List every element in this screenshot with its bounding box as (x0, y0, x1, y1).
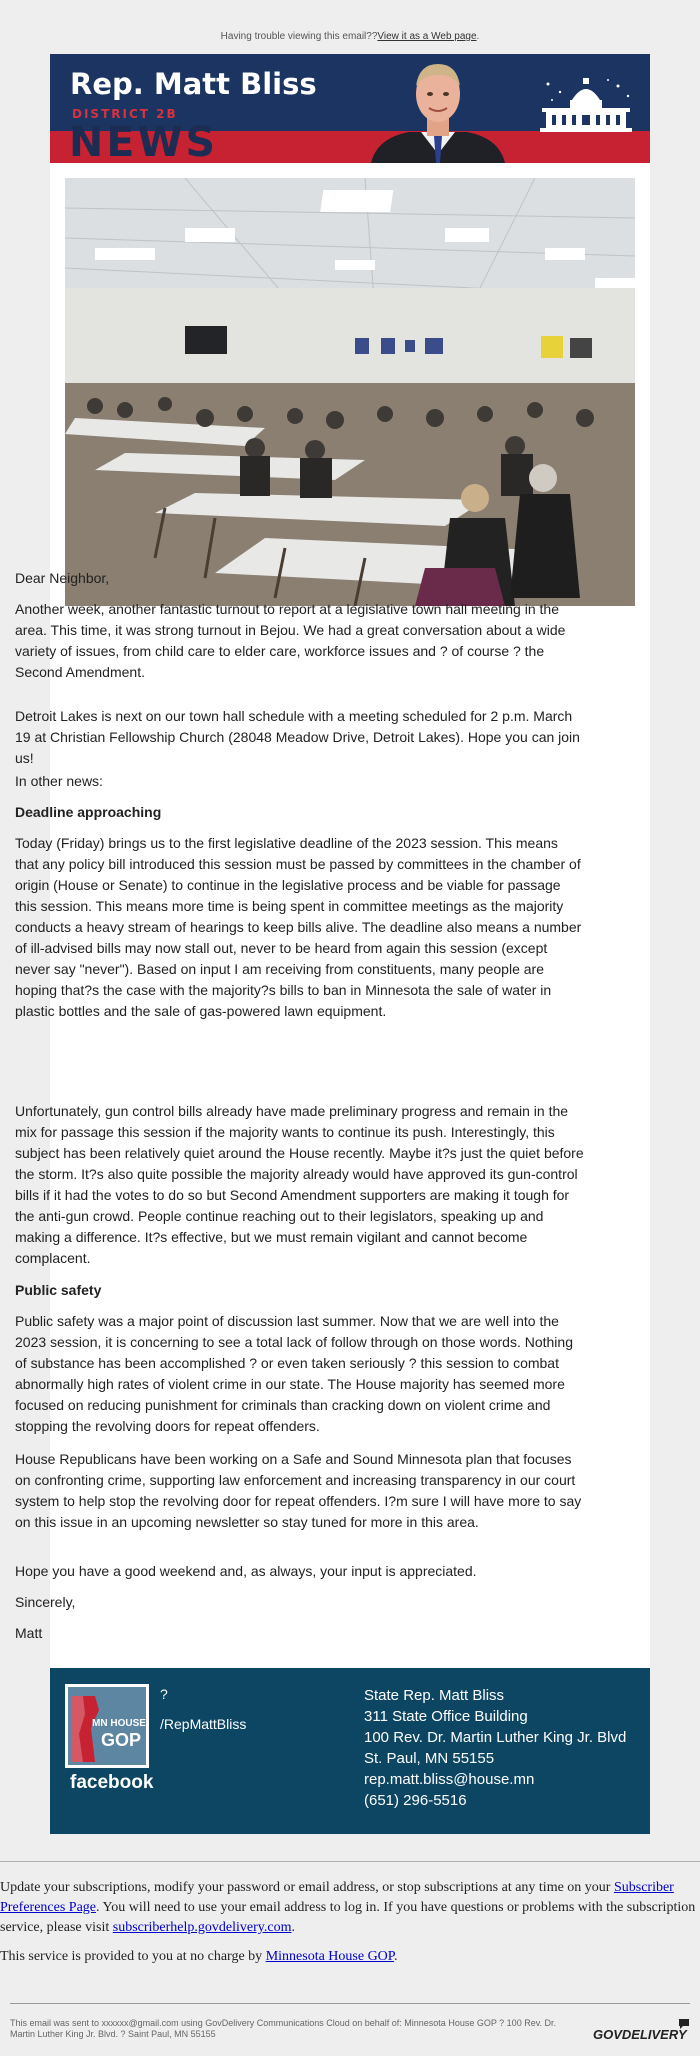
notice-text-2: . You will need to use your email address to log in. If you have questions or problems with the subscription service, please visit (0, 1900, 696, 1935)
portrait-image (363, 54, 513, 163)
provided-text: This service is provided to you at no charge by (0, 1949, 266, 1964)
facebook-wordmark[interactable]: facebook (70, 1772, 154, 1793)
provided-end: . (394, 1949, 398, 1964)
address-city: St. Paul, MN 55155 (364, 1750, 495, 1767)
greeting: Dear Neighbor, (15, 570, 110, 586)
paragraph-deadline: Today (Friday) brings us to the first legislative deadline of the 2023 session. This means that any policy bill introduced this session must be passed by committees in the chamber of origin (House or Senate) to continue in the legislative process and be viable for passage this session. This means more time is being spent in committee meetings as the majority conducts a heavy stream of hearings to keep bills alive. The deadline also means a number of ill-advised bills may now stall out, never to be heard from again this session (except never say "never"). Based on input I am receiving from constituents, many people are hoping that?s the case with the majority?s bills to ban in Minnesota the sale of water in plastic bottles and the sale of gas-powered lawn equipment. (15, 835, 582, 1019)
notice-divider (0, 1861, 700, 1862)
address-phone: (651) 296-5516 (364, 1792, 467, 1809)
small-print: This email was sent to xxxxxx@gmail.com using GovDelivery Communications Cloud on behalf of: Minnesota House GOP ? 100 Rev. Dr. Martin Luther King Jr. Blvd. ? Saint Paul, MN 55155 (10, 2018, 557, 2039)
address-email[interactable]: rep.matt.bliss@house.mn (364, 1771, 535, 1788)
banner-news-title: NEWS (69, 118, 219, 163)
service-provided-line (0, 1949, 700, 1965)
paragraph-public-safety: Public safety was a major point of discussion last summer. Now that we are well into the 2023 session, it is concerning to see a total lack of follow through on those words. Nothing of substance has been accomplished ? or even taken seriously ? this session to combat abnormally high rates of violent crime in our state. The House majority has seemed more focused on reducing punishment for criminals than cracking down on violent crime and stopping the revolving doors for repeat offenders. (15, 1313, 573, 1434)
notice-text-1: Update your subscriptions, modify your password or email address, or stop subscriptions at any time on your (0, 1880, 614, 1895)
logo-gop-text: GOP (100, 1730, 142, 1750)
signature: Matt (15, 1625, 43, 1641)
view-web-page-link[interactable]: View it as a Web page (377, 31, 477, 42)
facebook-handle-link[interactable]: /RepMattBliss (160, 1716, 247, 1732)
notice-text-3: . (291, 1920, 295, 1935)
paragraph-safe-and-sound: House Republicans have been working on a Safe and Sound Minnesota plan that focuses on confronting crime, supporting law enforcement and increasing transparency in our court system to help stop the revolving door for repeat offenders. I?m sure I will have more to say on this issue in an upcoming newsletter so stay tuned for more in this area. (15, 1451, 582, 1530)
closing: Sincerely, (15, 1594, 76, 1610)
mn-house-gop-logo[interactable] (65, 1684, 149, 1768)
minnesota-house-gop-link[interactable]: Minnesota House GOP (265, 1949, 395, 1964)
capitol-icon (538, 76, 634, 134)
paragraph-other-news: In other news: (15, 773, 103, 789)
paragraph-detroit-lakes: Detroit Lakes is next on our town hall schedule with a meeting scheduled for 2 p.m. March 19 at Christian Fellowship Church (28048 Meadow Drive, Detroit Lakes). Hope you can join us! (15, 708, 580, 766)
address-name: State Rep. Matt Bliss (364, 1687, 505, 1704)
subscriber-help-link[interactable]: subscriberhelp.govdelivery.com (112, 1920, 292, 1935)
newsletter-banner (50, 54, 650, 163)
logo-mn-house-text: MN HOUSE (92, 1718, 146, 1729)
town-hall-photo (65, 178, 635, 606)
newsletter-footer (50, 1668, 650, 1834)
paragraph-town-hall: Another week, another fantastic turnout to report at a legislative town hall meeting in the area. This time, it was strong turnout in Bejou. We had a great conversation about a wide variety of issues, from child care to elder care, workforce issues and ? of course ? the Second Amendment. (15, 601, 566, 680)
govdelivery-wordmark: GOVDELIVERY (593, 2027, 687, 2042)
address-street: 100 Rev. Dr. Martin Luther King Jr. Blvd (364, 1729, 627, 1746)
web-view-bar (0, 31, 700, 42)
topbar-suffix: . (476, 31, 480, 42)
small-print-divider (10, 2003, 690, 2004)
social-icon-placeholder: ? (160, 1686, 168, 1702)
trouble-viewing-text: Having trouble viewing this email?? (220, 31, 378, 42)
subscription-notice (0, 1878, 700, 1938)
paragraph-weekend: Hope you have a good weekend and, as always, your input is appreciated. (15, 1563, 477, 1579)
subscriber-preferences-link[interactable]: Subscriber Preferences Page (0, 1880, 674, 1915)
paragraph-gun-control: Unfortunately, gun control bills already have made preliminary progress and remain in the mix for passage this session if the majority wants to continue its push. Interestingly, this subject has been relatively quiet around the House recently. Maybe it?s just the quiet before the storm. It?s also quite possible the majority already would have approved its gun-control bills if it had the votes to do so but Second Amendment supporters are making it tough for the anti-gun crowd. People continue reaching out to their legislators, speaking up and making a difference. It?s effective, but we must remain vigilant and cannot become complacent. (15, 1103, 584, 1266)
heading-public-safety: Public safety (15, 1282, 102, 1298)
govdelivery-logo[interactable] (593, 2018, 693, 2044)
banner-district: DISTRICT 2B (72, 107, 178, 121)
banner-rep-name: Rep. Matt Bliss (70, 67, 317, 101)
address-building: 311 State Office Building (364, 1708, 528, 1725)
heading-deadline: Deadline approaching (15, 804, 162, 820)
office-address (364, 1685, 626, 1811)
